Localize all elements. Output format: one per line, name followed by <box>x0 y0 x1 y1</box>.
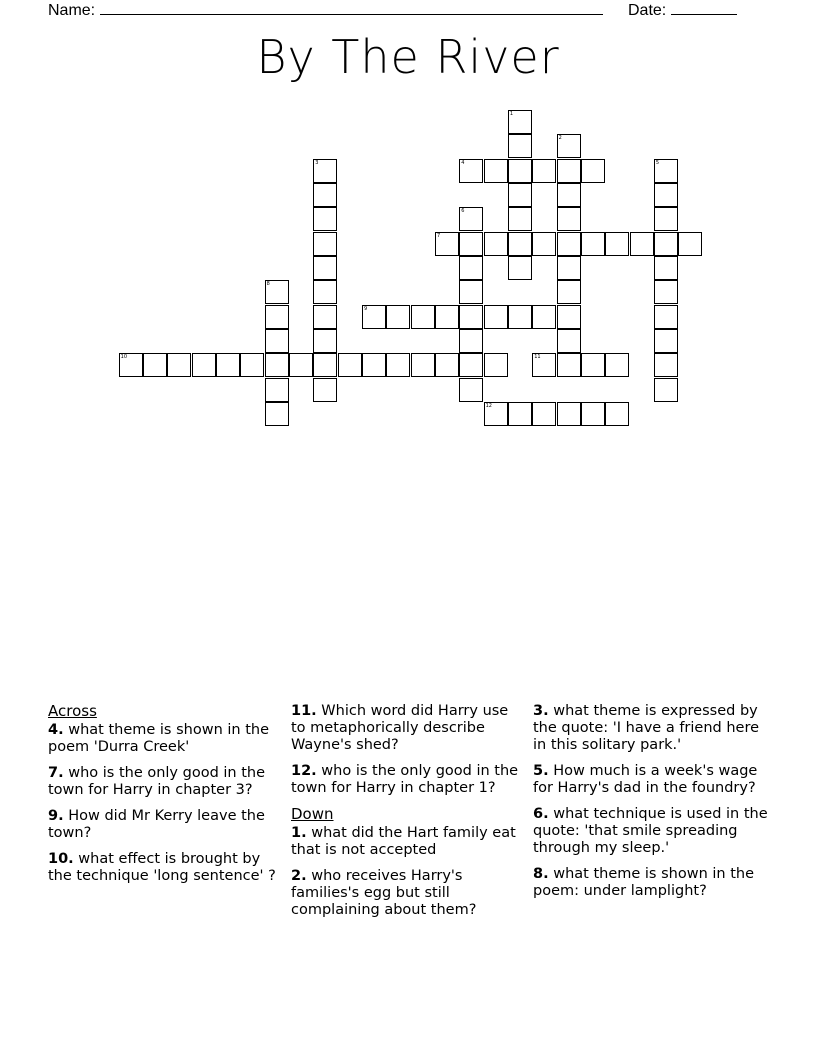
grid-cell[interactable] <box>557 305 581 329</box>
grid-cell[interactable] <box>435 353 459 377</box>
grid-cell[interactable] <box>581 232 605 256</box>
grid-cell[interactable] <box>313 232 337 256</box>
date-label: Date: <box>628 0 737 20</box>
grid-cell[interactable] <box>678 232 702 256</box>
clue-across-12: 12. who is the only good in the town for Harry in chapter 1? <box>291 763 519 796</box>
puzzle-title: By The River <box>256 30 560 84</box>
clue-across-4: 4. what theme is shown in the poem 'Durra Creek' <box>48 722 269 755</box>
grid-cell[interactable] <box>508 402 532 426</box>
clue-across-11: 11. Which word did Harry use to metaphorically describe Wayne's shed? <box>291 703 509 753</box>
grid-cell[interactable] <box>557 329 581 353</box>
clue-across-7: 7. who is the only good in the town for Harry in chapter 3? <box>48 765 266 798</box>
grid-cell[interactable] <box>654 207 678 231</box>
grid-cell[interactable] <box>435 305 459 329</box>
grid-cell[interactable] <box>484 353 508 377</box>
grid-cell[interactable] <box>265 305 289 329</box>
grid-cell[interactable] <box>532 159 556 183</box>
grid-cell[interactable] <box>654 232 678 256</box>
grid-cell[interactable] <box>532 402 556 426</box>
grid-cell[interactable] <box>289 353 313 377</box>
clue-number: 7 <box>436 232 441 239</box>
grid-cell[interactable] <box>557 280 581 304</box>
grid-cell[interactable] <box>143 353 167 377</box>
grid-cell[interactable] <box>338 353 362 377</box>
clues-column-3 <box>533 703 768 909</box>
grid-cell[interactable] <box>557 402 581 426</box>
clues-column-1 <box>48 703 283 894</box>
grid-cell[interactable] <box>557 353 581 377</box>
clue-down-2: 2. who receives Harry's families's egg but still complaining about them? <box>291 868 477 918</box>
clue-number: 3 <box>315 159 319 166</box>
clue-down-6: 6. what technique is used in the quote: 'that smile spreading through my sleep.' <box>533 806 768 856</box>
clues-column-2 <box>291 703 526 928</box>
clue-number: 11 <box>534 354 541 361</box>
grid-cell[interactable] <box>508 183 532 207</box>
grid-cell[interactable] <box>265 353 289 377</box>
grid-cell[interactable] <box>459 378 483 402</box>
grid-cell[interactable] <box>508 305 532 329</box>
clue-across-10: 10. what effect is brought by the technique 'long sentence' ? <box>48 851 276 884</box>
grid-cell[interactable] <box>654 329 678 353</box>
grid-cell[interactable] <box>508 134 532 158</box>
grid-cell[interactable] <box>459 329 483 353</box>
grid-cell[interactable] <box>459 256 483 280</box>
grid-cell[interactable] <box>216 353 240 377</box>
grid-cell[interactable] <box>557 207 581 231</box>
grid-cell[interactable] <box>313 353 337 377</box>
grid-cell[interactable] <box>459 353 483 377</box>
grid-cell[interactable] <box>630 232 654 256</box>
clue-number: 2 <box>558 135 562 142</box>
clue-across-9: 9. How did Mr Kerry leave the town? <box>48 808 265 841</box>
grid-cell[interactable] <box>313 256 337 280</box>
clue-down-3: 3. what theme is expressed by the quote: 'I have a friend here in this solitary park.' <box>533 703 760 753</box>
clue-down-8: 8. what theme is shown in the poem: under lamplight? <box>533 866 754 899</box>
grid-cell[interactable] <box>654 280 678 304</box>
grid-cell[interactable] <box>532 232 556 256</box>
grid-cell[interactable] <box>508 159 532 183</box>
clue-number: 8 <box>266 281 270 288</box>
clue-down-1: 1. what did the Hart family eat that is not accepted <box>291 825 516 858</box>
grid-cell[interactable] <box>484 232 508 256</box>
grid-cell[interactable] <box>654 353 678 377</box>
grid-cell[interactable] <box>313 305 337 329</box>
across-heading: Across <box>48 702 97 720</box>
grid-cell[interactable] <box>167 353 191 377</box>
grid-cell[interactable] <box>313 329 337 353</box>
grid-cell[interactable] <box>581 159 605 183</box>
grid-cell[interactable] <box>484 159 508 183</box>
grid-cell[interactable] <box>459 232 483 256</box>
grid-cell[interactable] <box>192 353 216 377</box>
crossword-grid <box>0 0 816 460</box>
grid-cell[interactable] <box>532 305 556 329</box>
grid-cell[interactable] <box>362 353 386 377</box>
grid-cell[interactable] <box>508 207 532 231</box>
clue-number: 1 <box>509 111 514 117</box>
grid-cell[interactable] <box>313 378 337 402</box>
grid-cell[interactable] <box>605 353 629 377</box>
grid-cell[interactable] <box>265 378 289 402</box>
grid-cell[interactable] <box>508 232 532 256</box>
grid-cell[interactable] <box>581 353 605 377</box>
grid-cell[interactable] <box>654 183 678 207</box>
clue-number: 9 <box>363 305 368 312</box>
grid-cell[interactable] <box>557 159 581 183</box>
grid-cell[interactable] <box>654 256 678 280</box>
grid-cell[interactable] <box>313 280 337 304</box>
grid-cell[interactable] <box>605 402 629 426</box>
clue-number: 10 <box>120 354 128 361</box>
name-label: Name: <box>48 0 603 20</box>
clue-number: 5 <box>655 159 660 166</box>
grid-cell[interactable] <box>313 207 337 231</box>
grid-cell[interactable] <box>313 183 337 207</box>
down-heading: Down <box>291 805 334 823</box>
grid-cell[interactable] <box>557 183 581 207</box>
grid-cell[interactable] <box>386 353 410 377</box>
grid-cell[interactable] <box>654 305 678 329</box>
grid-cell[interactable] <box>654 378 678 402</box>
grid-cell[interactable] <box>484 305 508 329</box>
clue-number: 6 <box>461 208 465 215</box>
clue-down-5: 5. How much is a week's wage for Harry's dad in the foundry? <box>533 763 758 796</box>
grid-cell[interactable] <box>605 232 629 256</box>
grid-cell[interactable] <box>459 280 483 304</box>
grid-cell[interactable] <box>265 329 289 353</box>
grid-cell[interactable] <box>411 305 435 329</box>
grid-cell[interactable] <box>581 402 605 426</box>
grid-cell[interactable] <box>508 256 532 280</box>
clue-number: 4 <box>461 159 465 166</box>
grid-cell[interactable] <box>386 305 410 329</box>
grid-cell[interactable] <box>557 256 581 280</box>
grid-cell[interactable] <box>240 353 264 377</box>
grid-cell[interactable] <box>411 353 435 377</box>
clue-number: 12 <box>485 402 492 409</box>
grid-cell[interactable] <box>557 232 581 256</box>
grid-cell[interactable] <box>265 402 289 426</box>
grid-cell[interactable] <box>459 305 483 329</box>
